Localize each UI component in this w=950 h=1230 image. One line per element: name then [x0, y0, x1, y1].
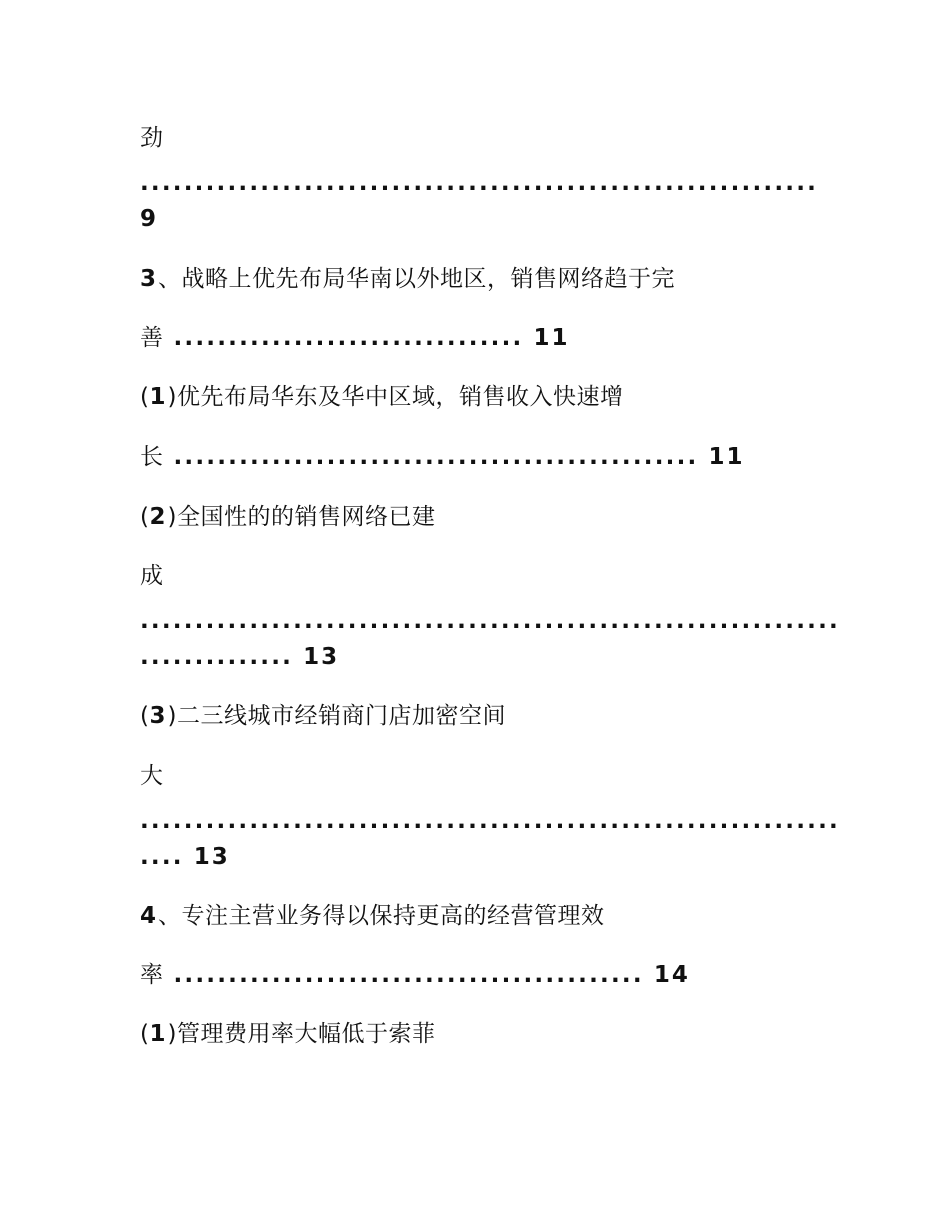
- toc-text: 优先布局华东及华中区域，销售收入快速增: [176, 384, 624, 410]
- toc-entry[interactable]: [140, 382, 623, 412]
- toc-line: [140, 123, 164, 153]
- toc-section-number: 2: [149, 504, 168, 530]
- toc-leader-dots: ....: [140, 844, 184, 870]
- toc-text: 大: [140, 763, 164, 789]
- toc-line: [140, 806, 840, 836]
- toc-leader-dots: ................................: [173, 325, 524, 351]
- toc-paren: (: [140, 384, 150, 410]
- toc-entry[interactable]: [140, 901, 605, 931]
- toc-line: [140, 761, 164, 791]
- toc-leader-dots: ...........................................: [173, 962, 644, 988]
- toc-text: 、战略上优先布局华南以外地区，销售网络趋于完: [158, 266, 676, 292]
- toc-paren: (: [140, 504, 150, 530]
- toc-entry[interactable]: [140, 701, 506, 731]
- toc-entry[interactable]: [140, 502, 435, 532]
- toc-text: 全国性的的销售网络已建: [176, 504, 436, 530]
- toc-line: [140, 561, 164, 591]
- toc-text: 劲: [140, 125, 164, 151]
- toc-page-number: 11: [708, 444, 745, 470]
- toc-section-number: 3: [149, 703, 168, 729]
- toc-entry[interactable]: [140, 1019, 435, 1049]
- toc-text: 率: [140, 962, 164, 988]
- toc-entry[interactable]: [140, 323, 570, 353]
- toc-entry[interactable]: [140, 264, 675, 294]
- toc-text: 、专注主营业务得以保持更高的经营管理效: [158, 903, 605, 929]
- toc-leader-dots: ..............: [140, 644, 294, 670]
- toc-paren: ): [167, 384, 177, 410]
- toc-text: 成: [140, 563, 164, 589]
- toc-page-number: 9: [140, 206, 159, 232]
- toc-leader-dots: ..............................................................: [140, 170, 819, 196]
- toc-leader-dots: ................................................................: [140, 808, 840, 834]
- toc-page-number: 13: [303, 644, 340, 670]
- toc-line: [140, 642, 339, 672]
- toc-paren: ): [167, 703, 177, 729]
- toc-paren: ): [167, 504, 177, 530]
- toc-paren: (: [140, 1021, 150, 1047]
- toc-line: [140, 606, 840, 636]
- toc-section-number: 3: [140, 266, 159, 292]
- toc-entry[interactable]: [140, 960, 690, 990]
- toc-leader-dots: ................................................................: [140, 608, 840, 634]
- toc-section-number: 1: [149, 384, 168, 410]
- toc-line: [140, 204, 158, 234]
- toc-text: 长: [140, 444, 164, 470]
- toc-section-number: 1: [149, 1021, 168, 1047]
- toc-paren: ): [167, 1021, 177, 1047]
- toc-text: 管理费用率大幅低于索菲: [176, 1021, 436, 1047]
- toc-line: [140, 842, 230, 872]
- toc-page-number: 13: [193, 844, 230, 870]
- toc-text: 二三线城市经销商门店加密空间: [176, 703, 506, 729]
- toc-page-number: 14: [653, 962, 690, 988]
- toc-page-number: 11: [533, 325, 570, 351]
- toc-text: 善: [140, 325, 164, 351]
- toc-section-number: 4: [140, 903, 159, 929]
- toc-paren: (: [140, 703, 150, 729]
- toc-leader-dots: ................................................: [173, 444, 699, 470]
- toc-entry[interactable]: [140, 442, 745, 472]
- toc-line: [140, 168, 818, 198]
